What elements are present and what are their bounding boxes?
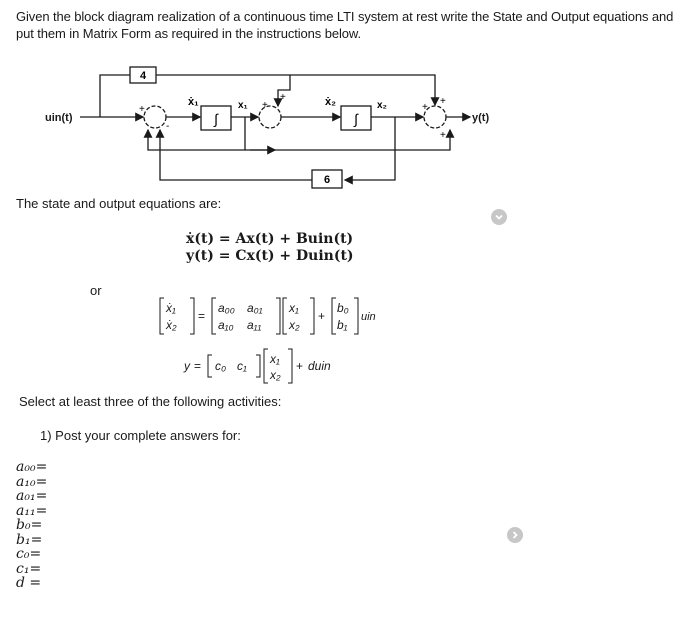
or-label: or: [90, 283, 102, 298]
svg-text:x₁: x₁: [289, 301, 299, 315]
svg-text:x₁: x₁: [270, 352, 280, 366]
output-equation: y(t) = Cx(t) + Duin(t): [186, 248, 354, 264]
gain-bottom-label: 6: [323, 174, 331, 186]
input-label: uin(t): [45, 112, 73, 124]
svg-text:a₀₀: a₀₀: [218, 301, 235, 315]
x2-label: x₂: [377, 100, 388, 111]
svg-text:+: +: [440, 130, 446, 141]
svg-text:+: +: [440, 96, 446, 107]
x1-label: x₁: [238, 100, 248, 111]
expand-button-2[interactable]: [507, 527, 523, 543]
svg-text:duin: duin: [308, 359, 331, 373]
svg-text:=: =: [194, 359, 202, 373]
state-output-heading: The state and output equations are:: [16, 196, 222, 211]
svg-text:c₁: c₁: [237, 359, 247, 373]
svg-text:a₁₁: a₁₁: [247, 318, 262, 332]
svg-text:+: +: [422, 102, 428, 113]
output-label: y(t): [472, 112, 490, 124]
svg-text:x₂: x₂: [270, 368, 281, 382]
chevron-right-icon: [510, 530, 520, 540]
matrix-state-equation: [150, 292, 380, 340]
svg-text:b₁: b₁: [337, 318, 348, 332]
svg-text:x₂: x₂: [289, 318, 300, 332]
coef-d: d =: [16, 575, 42, 591]
svg-text:a₀₁: a₀₁: [247, 301, 263, 315]
coef-c1: c₁=: [16, 560, 42, 577]
coef-a00: a₀₀=: [16, 459, 48, 475]
block-diagram: [0, 0, 700, 200]
svg-text:+: +: [296, 359, 304, 373]
coef-b0: b₀=: [16, 517, 43, 533]
svg-text:c₀: c₀: [215, 359, 227, 373]
coef-a01: a₀₁=: [16, 488, 48, 504]
svg-text:+: +: [262, 100, 268, 111]
svg-text:+: +: [139, 104, 145, 115]
coef-b1: b₁=: [16, 531, 43, 548]
intro-text: Given the block diagram realization of a continuous time LTI system at rest write the State and Output equations and put them in Matrix Form as required in the instructions below.: [16, 9, 674, 41]
svg-text:b₀: b₀: [337, 301, 349, 315]
svg-text:-: -: [166, 121, 170, 132]
summing-junction-1: [144, 106, 166, 128]
coefficient-list: [16, 460, 47, 591]
matrix-output-equation: [178, 345, 358, 385]
svg-text:ẋ₁: ẋ₁: [166, 301, 176, 315]
post-text: 1) Post your complete answers for:: [40, 428, 241, 443]
svg-text:y: y: [184, 359, 190, 373]
svg-text:ẋ₂: ẋ₂: [166, 318, 177, 332]
x1-dot-label: ẋ₁: [188, 96, 199, 108]
svg-text:+: +: [280, 92, 286, 103]
coef-a10: a₁₀=: [16, 473, 48, 490]
svg-text:+: +: [318, 309, 326, 323]
svg-text:uin: uin: [361, 311, 376, 323]
integrator-2-symbol: ∫: [354, 111, 358, 127]
svg-text:=: =: [198, 309, 206, 323]
select-text: Select at least three of the following activities:: [19, 394, 282, 409]
svg-text:a₁₀: a₁₀: [218, 318, 234, 332]
coef-a11: a₁₁=: [16, 502, 48, 519]
integrator-1-symbol: ∫: [214, 111, 218, 127]
chevron-down-icon: [494, 212, 504, 222]
state-equation: ẋ(t) = Ax(t) + Buin(t): [186, 231, 354, 247]
coef-c0: c₀=: [16, 546, 42, 562]
x2-dot-label: ẋ₂: [325, 96, 337, 108]
gain-top-label: 4: [139, 70, 147, 82]
expand-button-1[interactable]: [491, 209, 507, 225]
